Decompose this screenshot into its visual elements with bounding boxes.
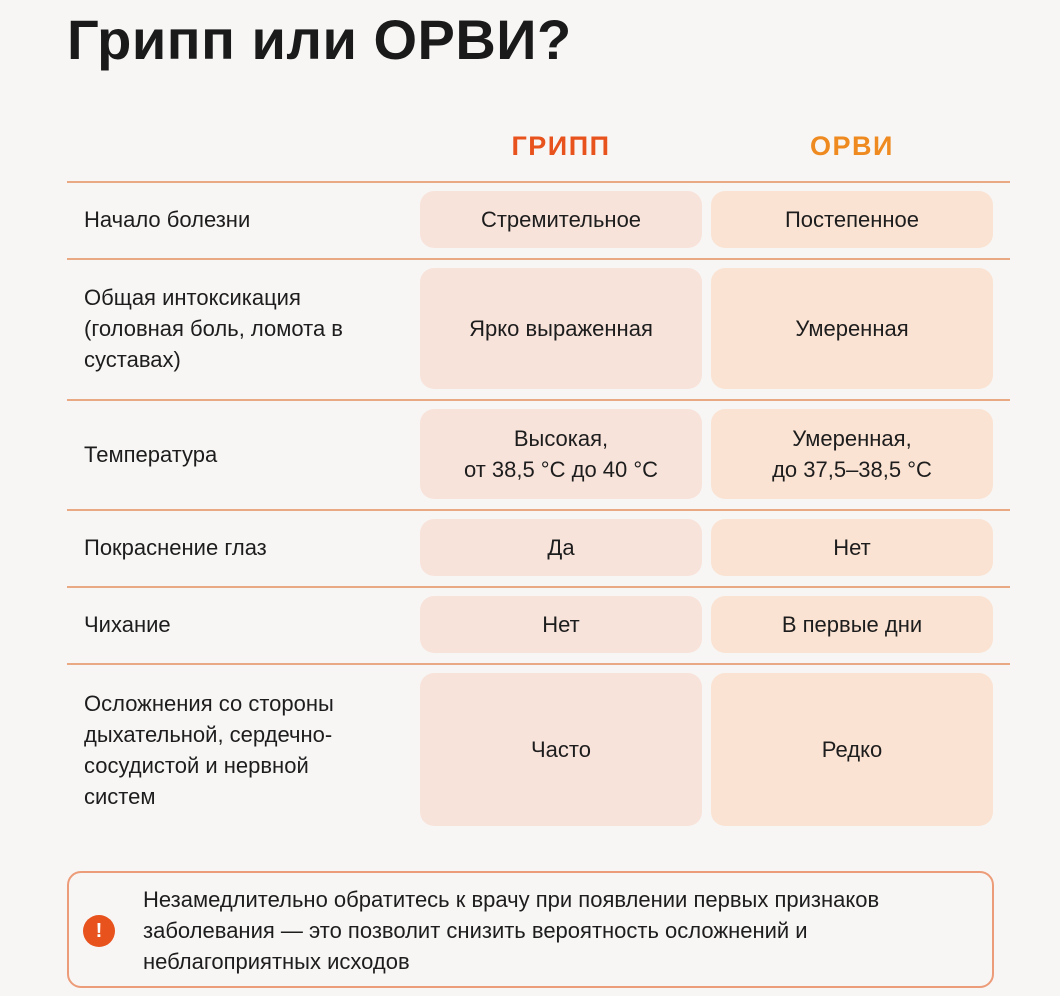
column-header-flu: ГРИПП (511, 131, 611, 161)
row-label-intoxication: Общая интоксикация (головная боль, ломота в суставах) (84, 285, 343, 372)
doctor-notice (67, 871, 994, 988)
row-label-complications: Осложнения со стороны дыхательной, сердечно-сосудистой и нервной систем (84, 690, 334, 809)
cell-orvi-eye-redness: Нет (711, 519, 993, 576)
row-label-sneezing: Чихание (84, 612, 171, 637)
row-divider (67, 586, 1010, 588)
row-divider (67, 258, 1010, 260)
cell-orvi-onset: Постепенное (711, 191, 993, 248)
row-divider (67, 663, 1010, 665)
cell-flu-complications: Часто (420, 673, 702, 826)
cell-flu-temperature: Высокая, от 38,5 °С до 40 °С (420, 409, 702, 499)
row-divider (67, 509, 1010, 511)
page-title: Грипп или ОРВИ? (67, 8, 572, 71)
row-label-onset: Начало болезни (84, 207, 251, 232)
cell-orvi-sneezing: В первые дни (711, 596, 993, 653)
row-divider (67, 399, 1010, 401)
cell-flu-onset: Стремительное (420, 191, 702, 248)
row-label-temperature: Температура (84, 441, 218, 467)
exclamation-icon: ! (83, 915, 115, 947)
row-divider (67, 181, 1010, 183)
column-header-orvi: ОРВИ (810, 131, 894, 161)
cell-flu-intoxication: Ярко выраженная (420, 268, 702, 389)
row-label-eye-redness: Покраснение глаз (84, 535, 267, 560)
cell-flu-eye-redness: Да (420, 519, 702, 576)
cell-orvi-complications: Редко (711, 673, 993, 826)
cell-orvi-temperature: Умеренная, до 37,5–38,5 °С (711, 409, 993, 499)
cell-flu-sneezing: Нет (420, 596, 702, 653)
cell-orvi-intoxication: Умеренная (711, 268, 993, 389)
notice-text: Незамедлительно обратитесь к врачу при появлении первых признаков заболевания — это позволит снизить вероятность осложнений и неблагоприятных исходов (143, 887, 880, 974)
